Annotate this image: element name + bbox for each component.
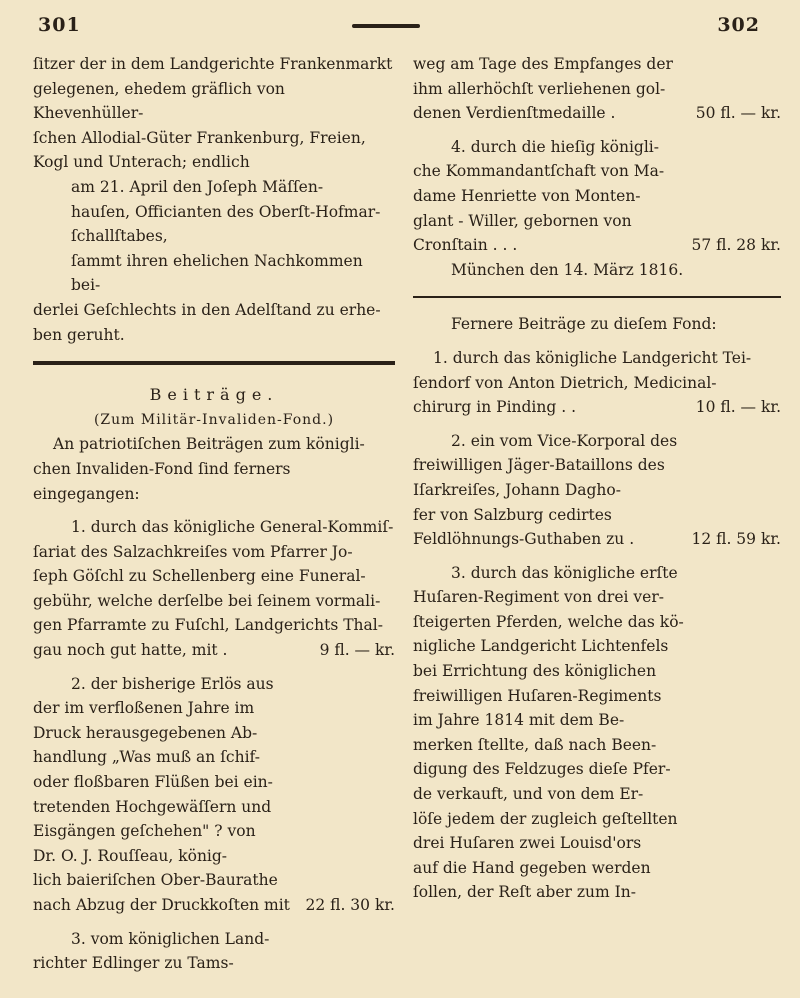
text-line: ſammt ihren ehelichen Nachkommen bei- <box>71 251 363 295</box>
contribution-item-2 <box>33 672 395 918</box>
text-line: nigliche Landgericht Lichtenfels <box>413 637 669 656</box>
text-line: ſteigerten Pferden, welche das kö- <box>413 612 684 631</box>
text-line: glant - Willer, gebornen von <box>413 211 632 230</box>
contribution-item-4 <box>413 135 781 258</box>
amount-text: chirurg in Pinding . . <box>413 398 576 417</box>
text-line: drei Huſaren zwei Louisd'ors <box>413 834 642 853</box>
text-line: weg am Tage des Empfanges der <box>413 55 673 73</box>
text-line: freiwilligen Huſaren-Regiments <box>413 686 662 705</box>
right-column <box>413 52 781 905</box>
text-line: 2. der bisherige Erlös aus <box>71 674 274 693</box>
closing-paragraph <box>33 249 395 347</box>
text-line: 2. ein vom Vice-Korporal des <box>451 431 678 450</box>
text-line: ben geruht. <box>33 325 125 344</box>
text-line: gelegenen, ehedem gräflich von Khevenhüller- <box>33 79 285 123</box>
text-line: ſchallſtabes, <box>71 227 168 246</box>
amount-value: 50 fl. — kr. <box>695 104 781 123</box>
amount-text: denen Verdienſtmedaille . <box>413 104 616 123</box>
text-line: handlung „Was muß an ſchif- <box>33 748 260 767</box>
left-column <box>33 52 395 976</box>
text-line: richter Edlinger zu Tams- <box>33 954 234 973</box>
text-line: freiwilligen Jäger-Bataillons des <box>413 456 665 475</box>
text-line: hauſen, Officianten des Oberſt-Hofmar- <box>71 202 381 221</box>
left-top-text <box>33 52 395 175</box>
right-top-text <box>413 52 781 126</box>
text-line: oder floßbaren Flüßen bei ein- <box>33 773 273 792</box>
text-line: ſariat des Salzachkreiſes vom Pfarrer Jo- <box>33 542 353 561</box>
section-divider <box>33 361 395 365</box>
text-line: derlei Geſchlechts in den Adelſtand zu erhe- <box>33 300 381 319</box>
text-line: gebühr, welche derſelbe bei ſeinem vormali- <box>33 591 381 610</box>
grant-paragraph <box>33 175 395 249</box>
amount-value: 12 fl. 59 kr. <box>691 530 781 549</box>
amount-text: gau noch gut hatte, mit . <box>33 641 228 660</box>
amount-line <box>413 233 781 258</box>
text-line: Huſaren-Regiment von drei ver- <box>413 588 664 607</box>
text-line: ſeph Göſchl zu Schellenberg eine Funeral- <box>33 567 366 586</box>
page-number-right: 302 <box>717 14 760 36</box>
text-line: An patriotiſchen Beiträgen zum königli- <box>53 435 365 454</box>
section-divider <box>413 296 781 298</box>
text-line: chen Invaliden-Fond ſind ferners eingegangen: <box>33 459 291 503</box>
amount-line <box>33 893 395 918</box>
text-line: 1. durch das königliche Landgericht Tei- <box>433 348 752 367</box>
amount-value: 57 fl. 28 kr. <box>691 236 781 255</box>
text-line: der im verfloßenen Jahre im <box>33 699 255 718</box>
text-line: auf die Hand gegeben werden <box>413 858 651 877</box>
text-line: che Kommandantſchaft von Ma- <box>413 162 665 181</box>
section-title: Beiträge. <box>149 385 279 405</box>
section-subtitle: (Zum Militär-Invaliden-Fond.) <box>93 411 335 428</box>
text-line: gen Pfarramte zu Fuſchl, Landgerichts Thal- <box>33 616 383 635</box>
text-line: de verkauft, und von dem Er- <box>413 785 644 804</box>
further-item-3 <box>413 561 781 905</box>
page-number-left: 301 <box>38 14 81 36</box>
amount-line <box>413 527 781 552</box>
text-line: Druck herausgegebenen Ab- <box>33 723 258 742</box>
text-line: tretenden Hochgewäſſern und <box>33 797 272 816</box>
text-line: im Jahre 1814 mit dem Be- <box>413 711 625 730</box>
text-line: ſchen Allodial-Güter Frankenburg, Freien, <box>33 128 366 147</box>
text-line: 3. vom königlichen Land- <box>71 929 270 948</box>
text-line: 1. durch das königliche General-Kommiſ- <box>71 518 394 537</box>
text-line: ſollen, der Reſt aber zum In- <box>413 883 636 902</box>
amount-line <box>413 101 781 126</box>
amount-text: Feldlöhnungs-Guthaben zu . <box>413 530 635 549</box>
amount-value: 22 fl. 30 kr. <box>305 896 395 914</box>
text-line: am 21. April den Joſeph Mäſſen- <box>71 177 324 196</box>
contribution-item-1 <box>33 515 395 663</box>
text-line: merken ſtellte, daß nach Been- <box>413 735 657 754</box>
amount-value: 10 fl. — kr. <box>695 398 781 417</box>
text-line: ſitzer der in dem Landgerichte Frankenmarkt <box>33 55 393 73</box>
header-rule <box>352 24 420 28</box>
text-line: ihm allerhöchſt verliehenen gol- <box>413 79 666 98</box>
further-item-2 <box>413 429 781 552</box>
contribution-item-3 <box>33 927 395 976</box>
text-line: Dr. O. J. Rouſſeau, könig- <box>33 846 228 865</box>
text-line: digung des Feldzuges dieſe Pfer- <box>413 760 671 779</box>
text-line: ſendorf von Anton Dietrich, Medicinal- <box>413 373 717 392</box>
text-line: 3. durch das königliche erſte <box>451 563 678 582</box>
amount-text: Cronſtain . . . <box>413 236 518 255</box>
text-line: dame Henriette von Monten- <box>413 186 641 205</box>
text-line: Eisgängen geſchehen" ? von <box>33 822 256 841</box>
text-line: lich baieriſchen Ober-Baurathe <box>33 871 278 890</box>
dateline: München den 14. März 1816. <box>451 260 684 279</box>
text-line: bei Errichtung des königlichen <box>413 662 657 681</box>
text-line: Kogl und Unterach; endlich <box>33 153 250 172</box>
intro-paragraph <box>33 432 395 506</box>
text-line: Iſarkreiſes, Johann Dagho- <box>413 480 621 499</box>
amount-line <box>33 638 395 663</box>
amount-text: nach Abzug der Druckkoſten mit <box>33 896 290 914</box>
further-item-1 <box>413 346 781 420</box>
text-line: löſe jedem der zugleich geſtellten <box>413 809 678 828</box>
text-line: 4. durch die hieſig königli- <box>451 137 659 156</box>
amount-line <box>413 395 781 420</box>
further-title: Fernere Beiträge zu dieſem Fond: <box>451 315 717 334</box>
amount-value: 9 fl. — kr. <box>319 641 395 660</box>
text-line: fer von Salzburg cedirtes <box>413 505 612 524</box>
